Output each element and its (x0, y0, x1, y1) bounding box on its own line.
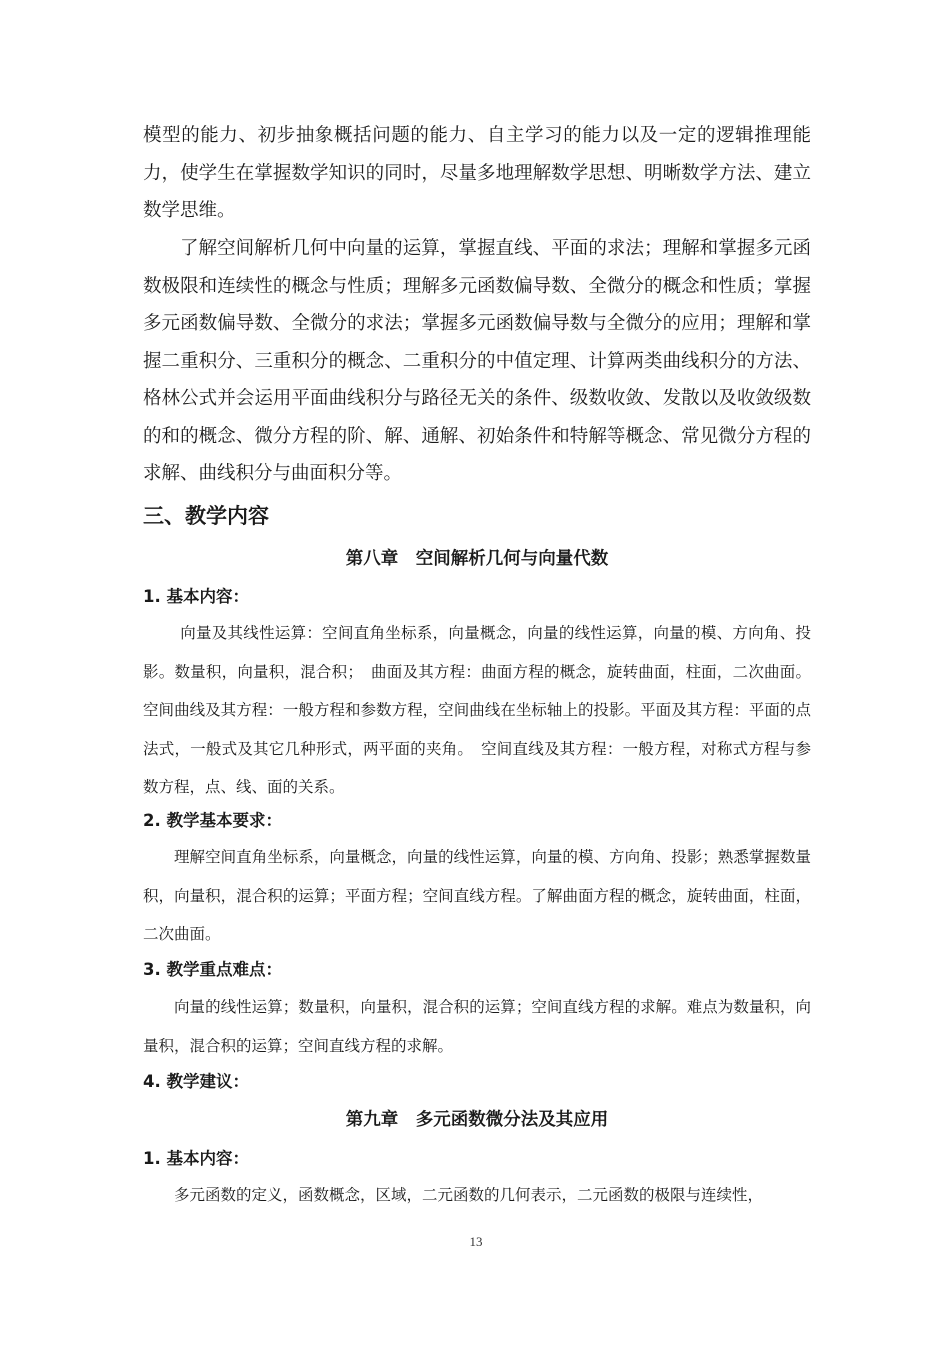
chapter-9-basic-content: 多元函数的定义，函数概念，区域，二元函数的几何表示，二元函数的极限与连续性， (174, 1186, 764, 1204)
chapter-8-basic-content: 向量及其线性运算：空间直角坐标系，向量概念，向量的线性运算，向量的模、方向角、投影。数量积，向量积，混合积； 曲面及其方程：曲面方程的概念，旋转曲面，柱面，二次曲面。空间曲线及其方程：一般方程和参数方程，空间曲线在坐标轴上的投影。平面及其方程：平面的点法式，一般式及其它几种形式，两平面的夹角。 空间直线及其方程：一般方程，对称式方程与参数方程，点、线、面的关系。 (143, 624, 811, 796)
chapter-9-basic-content-heading: 1. 基本内容： (143, 1149, 249, 1168)
page-number: 13 (469, 1234, 483, 1249)
chapter-8-suggestions-heading: 4. 教学建议： (143, 1072, 249, 1091)
intro-paragraph-objectives: 了解空间解析几何中向量的运算，掌握直线、平面的求法；理解和掌握多元函数极限和连续性的概念与性质；理解多元函数偏导数、全微分的概念和性质；掌握多元函数偏导数、全微分的求法；掌握多元函数偏导数与全微分的应用；理解和掌握二重积分、三重积分的概念、二重积分的中值定理、计算两类曲线积分的方法、格林公式并会运用平面曲线积分与路径无关的条件、级数收敛、发散以及收敛级数的和的概念、微分方程的阶、解、通解、初始条件和特解等概念、常见微分方程的求解、曲线积分与曲面积分等。 (143, 238, 811, 484)
chapter-8-requirements: 理解空间直角坐标系，向量概念，向量的线性运算，向量的模、方向角、投影；熟悉掌握数量积，向量积，混合积的运算；平面方程；空间直线方程。了解曲面方程的概念，旋转曲面，柱面，二次曲面。 (143, 848, 811, 943)
intro-paragraph-continued: 模型的能力、初步抽象概括问题的能力、自主学习的能力以及一定的逻辑推理能力，使学生在掌握数学知识的同时，尽量多地理解数学思想、明晰数学方法、建立数学思维。 (143, 125, 811, 221)
chapter-8-key-points-heading: 3. 教学重点难点： (143, 960, 282, 979)
chapter-8-title: 第八章 空间解析几何与向量代数 (345, 549, 609, 569)
chapter-8-requirements-heading: 2. 教学基本要求： (143, 811, 282, 830)
chapter-8-basic-content-heading: 1. 基本内容： (143, 587, 249, 606)
chapter-9-title: 第九章 多元函数微分法及其应用 (345, 1110, 609, 1130)
section-heading-teaching-content: 三、教学内容 (143, 504, 269, 528)
chapter-8-key-points: 向量的线性运算；数量积，向量积，混合积的运算；空间直线方程的求解。难点为数量积，向量积，混合积的运算；空间直线方程的求解。 (143, 998, 811, 1055)
